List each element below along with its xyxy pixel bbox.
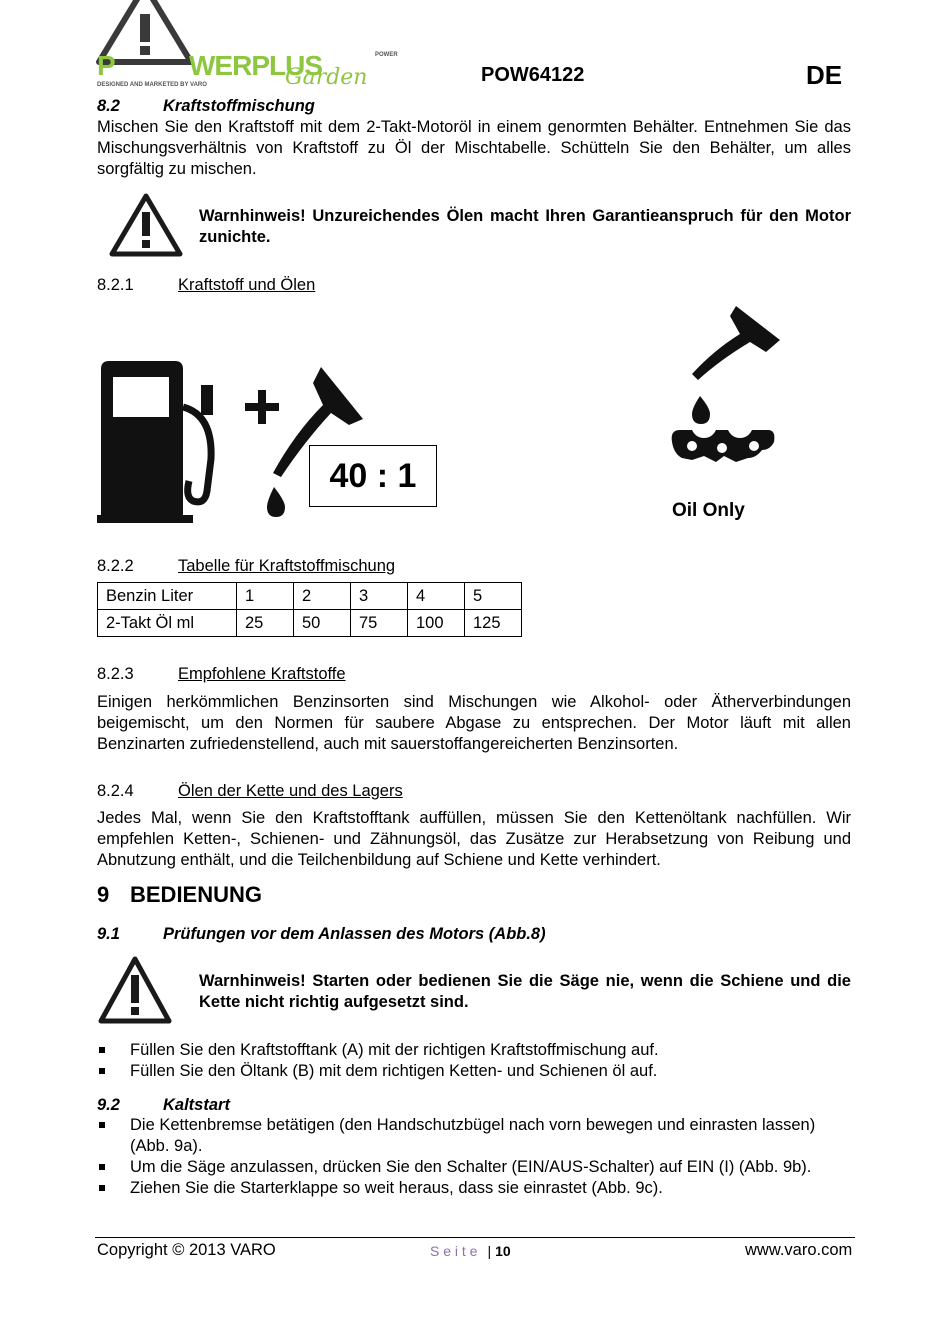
table-cell: 75: [351, 610, 408, 637]
table-cell: 5: [465, 583, 522, 610]
section-number: 8.2.1: [97, 276, 134, 294]
warning-text-oil: Warnhinweis! Unzureichendes Ölen macht Ihren Garantieanspruch für den Motor zunichte.: [199, 207, 851, 246]
table-cell: 4: [408, 583, 465, 610]
table-cell: 1: [237, 583, 294, 610]
paragraph-mixing: Mischen Sie den Kraftstoff mit dem 2-Takt-Motoröl in einem genormten Behälter. Entnehmen Sie das Mischungsverhältnis von Kraftstoff zu Öl der Mischtabelle. Schütteln Sie den Behälter, um alles sorgfältig zu mischen.: [97, 118, 851, 178]
paragraph-chain-oil: Jedes Mal, wenn Sie den Kraftstofftank auffüllen, müssen Sie den Kettenöltank nachfüllen. Wir empfehlen Ketten-, Schienen- und Zähnungsöl, das Zusätze zur Herabsetzung von Reibung und Abnutzung enthält, und die Teilchenbildung auf Schiene und Kette verhindert.: [97, 809, 851, 869]
bullet-list-9-2: [97, 1115, 817, 1199]
section-title: Empfohlene Kraftstoffe: [178, 665, 346, 683]
section-number: 8.2.2: [97, 557, 134, 575]
section-title: Tabelle für Kraftstoffmischung: [178, 557, 396, 575]
ratio-label: 40 : 1: [329, 456, 417, 495]
svg-text:DESIGNED AND MARKETED BY VARO: DESIGNED AND MARKETED BY VARO: [97, 82, 207, 88]
language-code: DE: [806, 60, 843, 90]
table-row-label: 2-Takt Öl ml: [98, 610, 237, 637]
footer-rule: [95, 1237, 855, 1238]
table-cell: 50: [294, 610, 351, 637]
section-number: 9.1: [97, 925, 120, 943]
brand-logo: [95, 0, 405, 88]
table-cell: 25: [237, 610, 294, 637]
table-row-label: Benzin Liter: [98, 583, 237, 610]
list-item: Füllen Sie den Kraftstofftank (A) mit der richtigen Kraftstoffmischung auf.: [97, 1040, 851, 1061]
section-number: 9.2: [97, 1096, 120, 1114]
warning-triangle-icon: [108, 192, 184, 263]
table-cell: 125: [465, 610, 522, 637]
section-title: Kraftstoffmischung: [163, 97, 315, 115]
svg-text:WERPLUS: WERPLUS: [189, 50, 322, 81]
ratio-box: [309, 445, 437, 507]
svg-text:POWER: POWER: [375, 52, 398, 58]
section-heading-9-2: [97, 1095, 230, 1116]
list-item: Um die Säge anzulassen, drücken Sie den Schalter (EIN/AUS-Schalter) auf EIN (I) (Abb. 9b).: [97, 1157, 817, 1178]
section-heading-8-2-3: [97, 664, 346, 685]
section-title: Prüfungen vor dem Anlassen des Motors (Abb.8): [163, 925, 546, 943]
footer-page-number: 10: [495, 1243, 511, 1259]
section-number: 8.2: [97, 97, 120, 115]
svg-text:P: P: [97, 50, 115, 81]
section-number: 8.2.3: [97, 665, 134, 683]
chapter-heading-9: [97, 882, 262, 908]
list-item: Ziehen Sie die Starterklappe so weit heraus, dass sie einrastet (Abb. 9c).: [97, 1178, 817, 1199]
warning-triangle-logo-icon: [95, 0, 405, 88]
fuel-mix-table: [97, 582, 522, 637]
section-heading-8-2-2: [97, 556, 395, 577]
section-heading-8-2-1: [97, 275, 315, 296]
footer-page: [430, 1243, 511, 1259]
model-number: POW64122: [481, 64, 585, 86]
svg-text:Garden: Garden: [285, 65, 368, 88]
list-item: Die Kettenbremse betätigen (den Handschutzbügel nach vorn bewegen und einrasten lassen) (Abb. 9a).: [97, 1115, 817, 1157]
list-item: Füllen Sie den Öltank (B) mit dem richtigen Ketten- und Schienen öl auf.: [97, 1061, 851, 1082]
oil-only-label: Oil Only: [672, 500, 745, 521]
section-title: Kraftstoff und Ölen: [178, 276, 316, 294]
footer-copyright: Copyright © 2013 VARO: [97, 1241, 276, 1259]
warning-text-chain: Warnhinweis! Starten oder bedienen Sie die Säge nie, wenn die Schiene und die Kette nicht richtig aufgesetzt sind.: [199, 972, 851, 1011]
table-row: [98, 583, 522, 610]
warning-triangle-icon: [97, 955, 173, 1032]
table-cell: 3: [351, 583, 408, 610]
chapter-number: 9: [97, 882, 110, 907]
section-number: 8.2.4: [97, 782, 134, 800]
section-heading-9-1: [97, 924, 546, 945]
section-heading-8-2-4: [97, 781, 403, 802]
paragraph-fuels: Einigen herkömmlichen Benzinsorten sind Mischungen wie Alkohol- oder Ätherverbindungen beigemischt, um den Normen für saubere Abgase zu entsprechen. Der Motor läuft mit allen Benzinarten zufriedenstellend, auch mit sauerstoffangereicherten Benzinsorten.: [97, 693, 851, 753]
footer-url[interactable]: www.varo.com: [745, 1241, 853, 1259]
table-cell: 2: [294, 583, 351, 610]
chain-oil-only-icon: [662, 300, 792, 475]
section-title: Kaltstart: [163, 1096, 230, 1114]
section-heading-8-2: [97, 96, 315, 117]
bullet-list-9-1: [97, 1040, 851, 1082]
table-row: [98, 610, 522, 637]
footer-separator: |: [487, 1243, 492, 1259]
footer-seite-label: S e i t e: [430, 1243, 478, 1259]
table-cell: 100: [408, 610, 465, 637]
section-title: Ölen der Kette und des Lagers: [178, 782, 403, 800]
chapter-title: BEDIENUNG: [130, 882, 263, 907]
